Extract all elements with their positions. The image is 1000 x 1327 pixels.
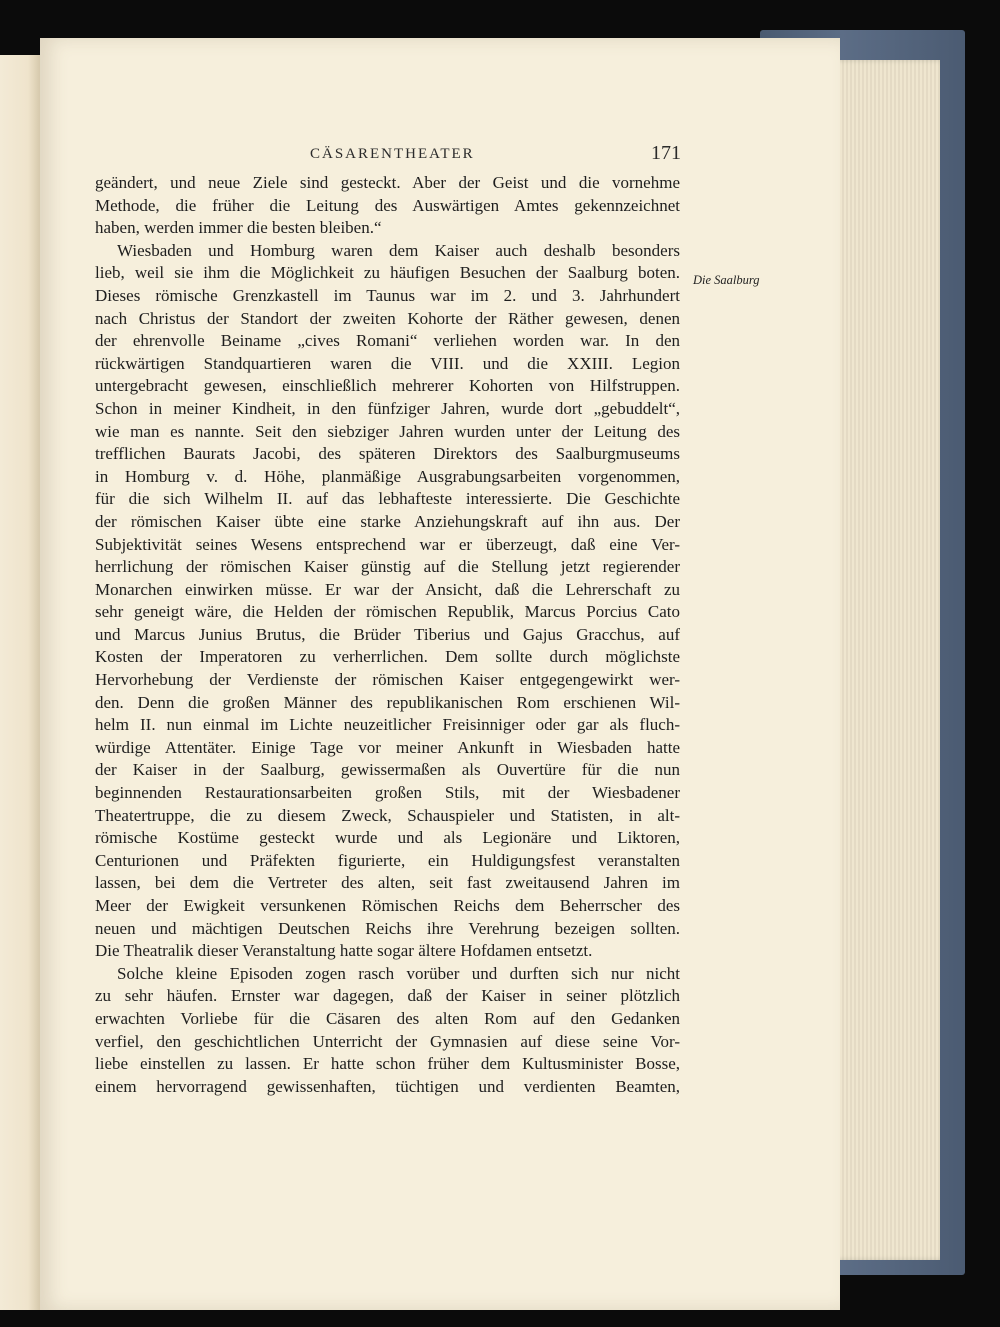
text-line: Hervorhebung der Verdienste der römischen Kaiser entgegengewirkt wer- bbox=[95, 670, 680, 690]
running-head-title: CÄSARENTHEATER bbox=[310, 146, 475, 162]
text-line: rückwärtigen Standquartieren waren die VIII. und die XXIII. Legion bbox=[95, 353, 680, 373]
text-line: untergebracht gewesen, einschließlich mehrerer Kohorten von Hilfstruppen. bbox=[95, 376, 680, 396]
text-line: Methode, die früher die Leitung des Auswärtigen Amtes gekennzeichnet bbox=[95, 195, 680, 215]
text-line: trefflichen Baurats Jacobi, des späteren Direktors des Saalburgmuseums bbox=[95, 444, 680, 464]
text-line: der ehrenvolle Beiname „cives Romani“ verliehen worden war. In den bbox=[95, 331, 680, 351]
text-line: für die sich Wilhelm II. auf das lebhafteste interessierte. Die Geschichte bbox=[95, 489, 680, 509]
text-line: nach Christus der Standort der zweiten Kohorte der Räther gewesen, denen bbox=[95, 308, 680, 328]
text-line: helm II. nun einmal im Lichte neuzeitlicher Freisinniger oder gar als fluch- bbox=[95, 715, 680, 735]
text-line: der Kaiser in der Saalburg, gewissermaßen als Ouvertüre für die nun bbox=[95, 760, 680, 780]
text-line: Meer der Ewigkeit versunkenen Römischen Reichs dem Beherrscher des bbox=[95, 896, 680, 915]
text-line: sehr geneigt wäre, die Helden der römischen Republik, Marcus Porcius Cato bbox=[95, 602, 680, 622]
text-line: wie man es nannte. Seit den siebziger Jahren wurden unter der Leitung des bbox=[95, 421, 680, 441]
text-line: Schon in meiner Kindheit, in den fünfziger Jahren, wurde dort „gebuddelt“, bbox=[95, 398, 680, 418]
margin-note: Die Saalburg bbox=[693, 273, 760, 287]
text-line: lieb, weil sie ihm die Möglichkeit zu häufigen Besuchen der Saalburg boten. bbox=[95, 263, 680, 283]
text-line: neuen und mächtigen Deutschen Reichs ihre Verehrung bezeigen sollten. bbox=[95, 918, 680, 938]
body-text bbox=[95, 172, 680, 1098]
text-line: verfiel, den geschichtlichen Unterricht der Gymnasien auf diese seine Vor- bbox=[95, 1031, 680, 1051]
text-line: erwachten Vorliebe für die Cäsaren des alten Rom auf den Gedanken bbox=[95, 1008, 680, 1028]
text-line: beginnenden Restaurationsarbeiten großen Stils, mit der Wiesbadener bbox=[95, 783, 680, 803]
text-line: Wiesbaden und Homburg waren dem Kaiser auch deshalb besonders bbox=[117, 240, 680, 260]
text-line: zu sehr häufen. Ernster war dagegen, daß der Kaiser in seiner plötzlich bbox=[95, 986, 680, 1006]
text-line: geändert, und neue Ziele sind gesteckt. Aber der Geist und die vornehme bbox=[95, 173, 680, 192]
text-line: Theatertruppe, die zu diesem Zweck, Schauspieler und Statisten, in alt- bbox=[95, 805, 680, 825]
text-line: würdige Attentäter. Einige Tage vor meiner Ankunft in Wiesbaden hatte bbox=[95, 737, 680, 757]
text-line: Dieses römische Grenzkastell im Taunus war im 2. und 3. Jahrhundert bbox=[95, 285, 680, 305]
text-line: einem hervorragend gewissenhaften, tüchtigen und verdienten Beamten, bbox=[95, 1076, 680, 1096]
text-line: Kosten der Imperatoren zu verherrlichen. Dem sollte durch möglichste bbox=[95, 647, 680, 667]
page-number: 171 bbox=[651, 142, 681, 164]
text-line: liebe einstellen zu lassen. Er hatte schon früher dem Kultusminister Bosse, bbox=[95, 1054, 680, 1074]
text-line: Monarchen einwirken müsse. Er war der Ansicht, daß die Lehrerschaft zu bbox=[95, 579, 680, 599]
text-line: Centurionen und Präfekten figurierte, ein Huldigungsfest veranstalten bbox=[95, 850, 680, 870]
text-line: den. Denn die großen Männer des republikanischen Rom erschienen Wil- bbox=[95, 692, 680, 712]
text-line: Subjektivität seines Wesens entsprechend war er überzeugt, daß eine Ver- bbox=[95, 534, 680, 554]
text-line: und Marcus Junius Brutus, die Brüder Tiberius und Gajus Gracchus, auf bbox=[95, 624, 680, 644]
text-line: in Homburg v. d. Höhe, planmäßige Ausgrabungsarbeiten vorgenommen, bbox=[95, 466, 680, 486]
text-line: herrlichung der römischen Kaiser günstig auf die Stellung jetzt regierender bbox=[95, 557, 680, 577]
text-line: der römischen Kaiser übte eine starke Anziehungskraft auf ihn aus. Der bbox=[95, 511, 680, 531]
text-line: Die Theatralik dieser Veranstaltung hatte sogar ältere Hofdamen entsetzt. bbox=[95, 941, 593, 961]
text-line: Solche kleine Episoden zogen rasch vorüber und durften sich nur nicht bbox=[117, 963, 680, 983]
text-line: haben, werden immer die besten bleiben.“ bbox=[95, 218, 382, 238]
text-line: lassen, bei dem die Vertreter des alten, seit fast zweitausend Jahren im bbox=[95, 873, 680, 893]
text-line: römische Kostüme gesteckt wurde und als Legionäre und Liktoren, bbox=[95, 828, 680, 848]
facing-page bbox=[0, 55, 40, 1310]
